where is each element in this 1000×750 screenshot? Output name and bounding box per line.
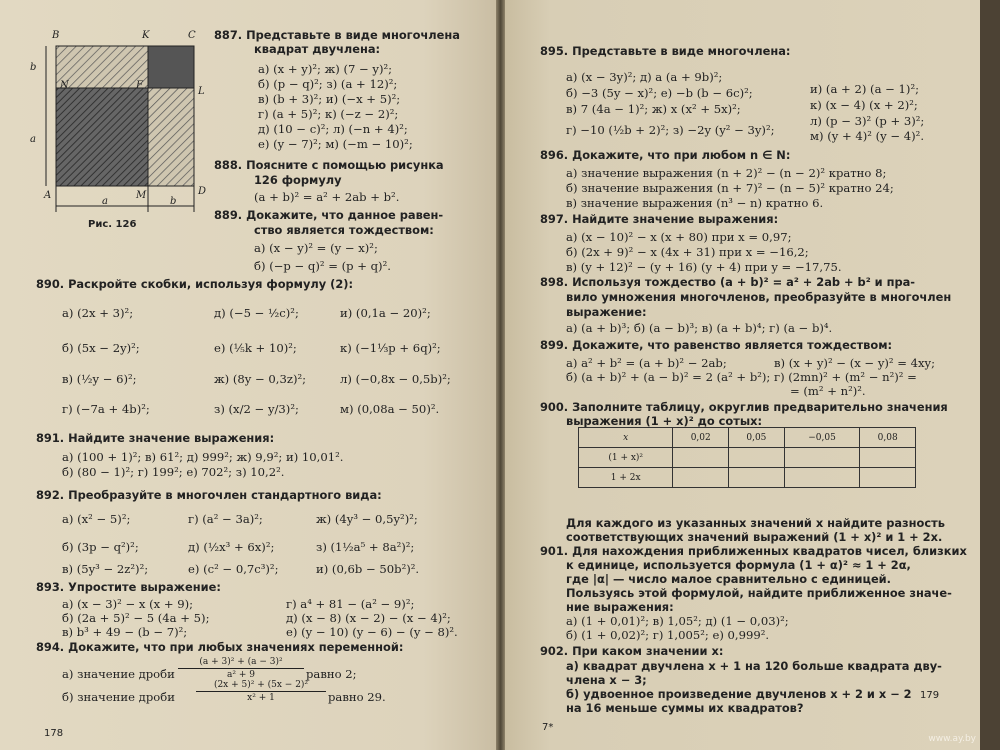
rect-right [148, 88, 194, 186]
figure-caption: Рис. 126 [88, 219, 137, 230]
figure-label-L: L [198, 86, 205, 97]
left-page-line: ство является тождеством: [254, 223, 434, 237]
table-900-header-cell: −0,05 [784, 428, 860, 448]
right-page-line: члена x − 3; [566, 673, 647, 687]
right-page-line: а) (x − 10)² − x (x + 80) при x = 0,97; [566, 230, 792, 244]
left-page-line: б) значение дроби [62, 690, 175, 704]
left-page-line: д) (x − 8) (x − 2) − (x − 4)²; [286, 611, 451, 625]
right-page-line: 896. Докажите, что при любом n ∈ N: [540, 148, 791, 162]
right-page-line: г) (2mn)² + (m² − n²)² = [774, 370, 917, 384]
figure-label-M: M [136, 190, 147, 201]
left-page-line: б) (5x − 2y)²; [62, 341, 140, 355]
figure-label-D: D [198, 186, 207, 197]
left-page-line: б) (p − q)²; з) (a + 12)²; [258, 77, 398, 91]
left-page-line: а) (2x + 3)²; [62, 306, 134, 320]
right-page-line: б) (2x + 9)² − x (4x + 31) при x = −16,2; [566, 245, 809, 259]
right-page-line: ние выражения: [566, 600, 674, 614]
fraction-denominator: a² + 9 [227, 670, 255, 680]
table-900-header-cell: 0,02 [673, 428, 729, 448]
table-900-header-cell: 0,05 [729, 428, 785, 448]
right-page-line: а) a² + b² = (a + b)² − 2ab; [566, 356, 727, 370]
table-900-cell [673, 468, 729, 488]
right-page-line: а) значение выражения (n + 2)² − (n − 2)² кратно 8; [566, 166, 887, 180]
right-page-line: Пользуясь этой формулой, найдите приближенное значе- [566, 586, 952, 600]
figure-label-K: K [142, 30, 150, 41]
right-page-line: в) (y + 12)² − (y + 16) (y + 4) при y = −17,75. [566, 260, 842, 274]
right-page-line: 902. При каком значении x: [540, 644, 724, 658]
figure-label-B: B [52, 30, 60, 41]
right-page-line: 900. Заполните таблицу, округлив предварительно значения [540, 400, 948, 414]
table-900-cell [860, 468, 916, 488]
page-number-left: 178 [44, 728, 64, 739]
table-900-cell [729, 448, 785, 468]
square-b-region [148, 46, 194, 88]
left-page-line: г) (a² − 3a)²; [188, 512, 263, 526]
left-page-line: г) (a + 5)²; к) (−z − 2)²; [258, 107, 399, 121]
watermark: www.ay.by [928, 734, 976, 744]
left-page-line: а) (x − 3)² − x (x + 9); [62, 597, 194, 611]
right-page-line: 899. Докажите, что равенство является тождеством: [540, 338, 893, 352]
left-page-line: (a + b)² = a² + 2ab + b². [254, 190, 400, 204]
left-page-line: м) (0,08a − 50)². [340, 402, 440, 416]
left-page-line: е) (y − 10) (y − 6) − (y − 8)². [286, 625, 458, 639]
table-900-cell [860, 448, 916, 468]
table-900-cell [729, 468, 785, 488]
left-page-line: равно 2; [306, 667, 357, 681]
left-page-line: а) (x² − 5)²; [62, 512, 131, 526]
left-page-line: г) (−7a + 4b)²; [62, 402, 150, 416]
rect-top-left [56, 46, 148, 88]
right-page-line: выражение: [566, 305, 647, 319]
right-page-line: Для каждого из указанных значений x найдите разность [566, 516, 945, 530]
left-page-line: а) значение дроби [62, 667, 175, 681]
book-gutter [496, 0, 505, 750]
right-page-line: 895. Представьте в виде многочлена: [540, 44, 791, 58]
left-page-line: 893. Упростите выражение: [36, 580, 221, 594]
figure-label-C: C [188, 30, 196, 41]
book-edge [980, 0, 1000, 750]
table-900-header-cell: x [579, 428, 673, 448]
table-900-cell [673, 448, 729, 468]
left-page-line: д) (10 − c)²; л) (−n + 4)²; [258, 122, 408, 136]
fraction-numerator: (2x + 5)² + (5x − 2)² [196, 680, 326, 692]
left-page-line: е) (⅕k + 10)²; [214, 341, 297, 355]
page-number-right: 179 [920, 690, 940, 701]
right-page-line: б) значение выражения (n + 7)² − (n − 5)² кратно 24; [566, 181, 894, 195]
fraction-denominator: x² + 1 [247, 693, 275, 703]
left-page-line: б) (−p − q)² = (p + q)². [254, 259, 391, 273]
right-page-line: выражения (1 + x)² до сотых: [566, 414, 763, 428]
right-page-line: а) (x − 3y)²; д) a (a + 9b)²; [566, 70, 723, 84]
right-page-line: 898. Используя тождество (a + b)² = a² + 2ab + b² и пра- [540, 275, 916, 289]
left-page-line: д) (½x³ + 6x)²; [188, 540, 275, 554]
right-page-line: 901. Для нахождения приближенных квадратов чисел, близких [540, 544, 967, 558]
left-page-line: 891. Найдите значение выражения: [36, 431, 275, 445]
left-page-line: б) (2a + 5)² − 5 (4a + 5); [62, 611, 210, 625]
left-page-line: 889. Докажите, что данное равен- [214, 208, 444, 222]
left-page-line: квадрат двучлена: [254, 42, 381, 56]
left-page-line: а) (100 + 1)²; в) 61²; д) 999²; ж) 9,9²; и) 10,01². [62, 450, 344, 464]
right-page-line: к) (x − 4) (x + 2)²; [810, 98, 918, 112]
right-page-line: в) значение выражения (n³ − n) кратно 6. [566, 196, 824, 210]
figure-label-A: A [44, 190, 52, 201]
left-page-line: ж) (4y³ − 0,5y²)²; [316, 512, 418, 526]
left-page-line: а) (x + y)²; ж) (7 − y)²; [258, 62, 393, 76]
left-page-line: 892. Преобразуйте в многочлен стандартного вида: [36, 488, 382, 502]
left-page-line: и) (0,1a − 20)²; [340, 306, 431, 320]
left-page-line: и) (0,6b − 50b²)². [316, 562, 420, 576]
right-page-line: л) (p − 3)² (p + 3)²; [810, 114, 925, 128]
left-page-line: к) (−1⅓p + 6q)²; [340, 341, 441, 355]
left-page-line: 887. Представьте в виде многочлена [214, 28, 460, 42]
table-900-header-cell: 0,08 [860, 428, 916, 448]
figure-label-a-vertical: a [30, 134, 36, 145]
right-page-line: а) квадрат двучлена x + 1 на 120 больше квадрата дву- [566, 659, 942, 673]
left-page-line: в) (5y³ − 2z²)²; [62, 562, 149, 576]
table-900-cell [784, 448, 860, 468]
right-page-line: к единице, используется формула (1 + α)² ≈ 1 + 2α, [566, 558, 911, 572]
fraction-numerator: (a + 3)² + (a − 3)² [178, 657, 304, 669]
right-page-line: вило умножения многочленов, преобразуйте в многочлен [566, 290, 952, 304]
left-page-line: в) (b + 3)²; и) (−x + 5)²; [258, 92, 401, 106]
figure-label-b-horizontal: b [170, 196, 177, 207]
table-900 [578, 427, 916, 488]
left-page-line: з) (x/2 − y/3)²; [214, 402, 299, 416]
left-page-line: а) (x − y)² = (y − x)²; [254, 241, 378, 255]
right-page-line: б) удвоенное произведение двучленов x + 2 и x − 2 [566, 687, 912, 701]
right-page-line: = (m² + n²)². [790, 384, 866, 398]
left-page-line: в) b³ + 49 − (b − 7)²; [62, 625, 188, 639]
figure-126-square-diagram [24, 30, 214, 238]
right-page-line: б) −3 (5y − x)²; е) −b (b − 6c)²; [566, 86, 753, 100]
right-page-line: а) (1 + 0,01)²; в) 1,05²; д) (1 − 0,03)²; [566, 614, 789, 628]
left-page-line: 894. Докажите, что при любых значениях переменной: [36, 640, 404, 654]
left-page-line: ж) (8y − 0,3z)²; [214, 372, 307, 386]
right-page-line: б) (1 + 0,02)²; г) 1,005²; е) 0,999². [566, 628, 770, 642]
left-page-line: 126 формулу [254, 173, 342, 187]
right-page-line: 897. Найдите значение выражения: [540, 212, 779, 226]
right-page-line: г) −10 (½b + 2)²; з) −2y (y² − 3y)²; [566, 123, 775, 137]
square-a-region [56, 88, 148, 186]
left-page-line: 888. Поясните с помощью рисунка [214, 158, 444, 172]
left-page-line: равно 29. [328, 690, 386, 704]
right-page-line: где |α| — число малое сравнительно с единицей. [566, 572, 891, 586]
left-page-line: 890. Раскройте скобки, используя формулу (2): [36, 277, 354, 291]
left-page-line: д) (−5 − ½c)²; [214, 306, 299, 320]
table-900-cell [784, 468, 860, 488]
right-page-line: б) (a + b)² + (a − b)² = 2 (a² + b²); [566, 370, 771, 384]
left-page-line: е) (c² − 0,7c³)²; [188, 562, 279, 576]
right-page-line: м) (y + 4)² (y − 4)². [810, 129, 925, 143]
right-page-line: а) (a + b)³; б) (a − b)³; в) (a + b)⁴; г) (a − b)⁴. [566, 321, 833, 335]
figure-label-a-horizontal: a [102, 196, 108, 207]
right-page-line: соответствующих значений выражений (1 + x)² и 1 + 2x. [566, 530, 943, 544]
table-900-cell: (1 + x)² [579, 448, 673, 468]
left-page-line: б) (80 − 1)²; г) 199²; е) 702²; з) 10,2². [62, 465, 285, 479]
right-page-line: в) (x + y)² − (x − y)² = 4xy; [774, 356, 936, 370]
left-page-line: г) a⁴ + 81 − (a² − 9)²; [286, 597, 415, 611]
table-900-cell: 1 + 2x [579, 468, 673, 488]
page-signature: 7* [542, 722, 554, 733]
figure-label-N: N [60, 80, 69, 91]
left-page-line: е) (y − 7)²; м) (−m − 10)²; [258, 137, 413, 151]
right-page-line: и) (a + 2) (a − 1)²; [810, 82, 920, 96]
figure-label-F: F [136, 80, 143, 91]
right-page-line: в) 7 (4a − 1)²; ж) x (x² + 5x)²; [566, 102, 741, 116]
right-page-line: на 16 меньше суммы их квадратов? [566, 701, 804, 715]
left-page-line: в) (½y − 6)²; [62, 372, 137, 386]
left-page-line: з) (1½a⁵ + 8a²)²; [316, 540, 415, 554]
left-page-line: б) (3p − q²)²; [62, 540, 139, 554]
left-page-line: л) (−0,8x − 0,5b)²; [340, 372, 451, 386]
figure-label-b-vertical: b [30, 62, 37, 73]
